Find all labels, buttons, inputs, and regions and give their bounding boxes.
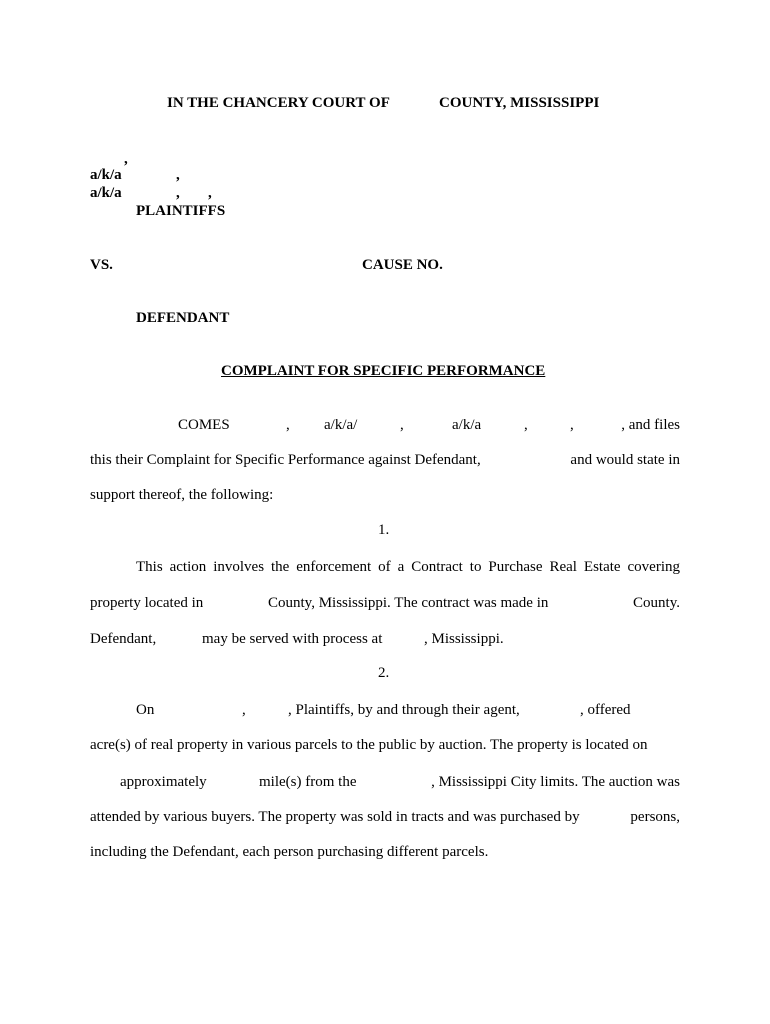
section-1-line-3-b: may be served with process at [202, 631, 383, 647]
document-title: COMPLAINT FOR SPECIFIC PERFORMANCE [221, 363, 546, 379]
section-2-line-3 [90, 774, 680, 790]
section-1-number: 1. [378, 522, 390, 538]
section-1-line-2-a: property located in [90, 595, 204, 611]
comes-text: COMES [178, 417, 230, 433]
intro-aka-b: a/k/a [452, 417, 482, 433]
intro-line-2 [90, 452, 680, 468]
intro-line-2-left: this their Complaint for Specific Performance against Defendant, [90, 452, 481, 468]
section-2-line-1-d: , offered [580, 702, 631, 718]
intro-line-2-right: and would state in [570, 452, 680, 468]
defendant-label: DEFENDANT [136, 310, 230, 326]
section-2-line-1-b: , [242, 702, 246, 718]
section-2-line-4-a: attended by various buyers. The property was sold in tracts and was purchased by [90, 809, 580, 825]
section-2-line-4-b: persons, [630, 809, 680, 825]
section-1-line-1: This action involves the enforcement of a Contract to Purchase Real Estate covering [136, 559, 680, 575]
section-2-line-3-c: , Mississippi City limits. The auction was [431, 774, 680, 790]
section-1-line-3-a: Defendant, [90, 631, 157, 647]
section-1-line-2 [90, 595, 680, 611]
aka-line-2-comma-a: , [176, 185, 180, 201]
plaintiffs-label: PLAINTIFFS [136, 203, 226, 219]
section-2-line-3-b: mile(s) from the [259, 774, 357, 790]
section-2-line-3-a: approximately [120, 774, 207, 790]
section-1-line-2-b: County, Mississippi. The contract was made in [268, 595, 549, 611]
court-heading-right: COUNTY, MISSISSIPPI [439, 95, 600, 111]
intro-comma-3: , [524, 417, 528, 433]
intro-comma-2: , [400, 417, 404, 433]
intro-line-3: support thereof, the following: [90, 487, 274, 503]
aka-line-2-comma-b: , [208, 185, 212, 201]
section-2-line-2: acre(s) of real property in various parcels to the public by auction. The property is located on [90, 737, 648, 753]
aka-line-1-comma: , [176, 167, 180, 183]
intro-and-files: , and files [621, 417, 680, 433]
aka-line-1-label: a/k/a [90, 167, 122, 183]
versus-label: VS. [90, 257, 113, 273]
section-2-number: 2. [378, 665, 390, 681]
plaintiff-name-comma: , [124, 151, 128, 167]
cause-number-label: CAUSE NO. [362, 257, 443, 273]
section-1-line-3 [90, 631, 680, 647]
section-1-line-2-c: County. [633, 595, 680, 611]
section-2-line-4 [90, 809, 680, 825]
section-2-line-1 [90, 702, 680, 718]
aka-line-2-label: a/k/a [90, 185, 122, 201]
intro-aka-a: a/k/a/ [324, 417, 358, 433]
section-2-line-1-a: On [136, 702, 155, 718]
section-2-line-5: including the Defendant, each person purchasing different parcels. [90, 844, 489, 860]
court-heading-left: IN THE CHANCERY COURT OF [167, 95, 390, 111]
intro-comma-4: , [570, 417, 574, 433]
intro-comma-1: , [286, 417, 290, 433]
section-1-line-3-c: , Mississippi. [424, 631, 504, 647]
section-2-line-1-c: , Plaintiffs, by and through their agent, [288, 702, 520, 718]
intro-line-1 [90, 417, 680, 433]
